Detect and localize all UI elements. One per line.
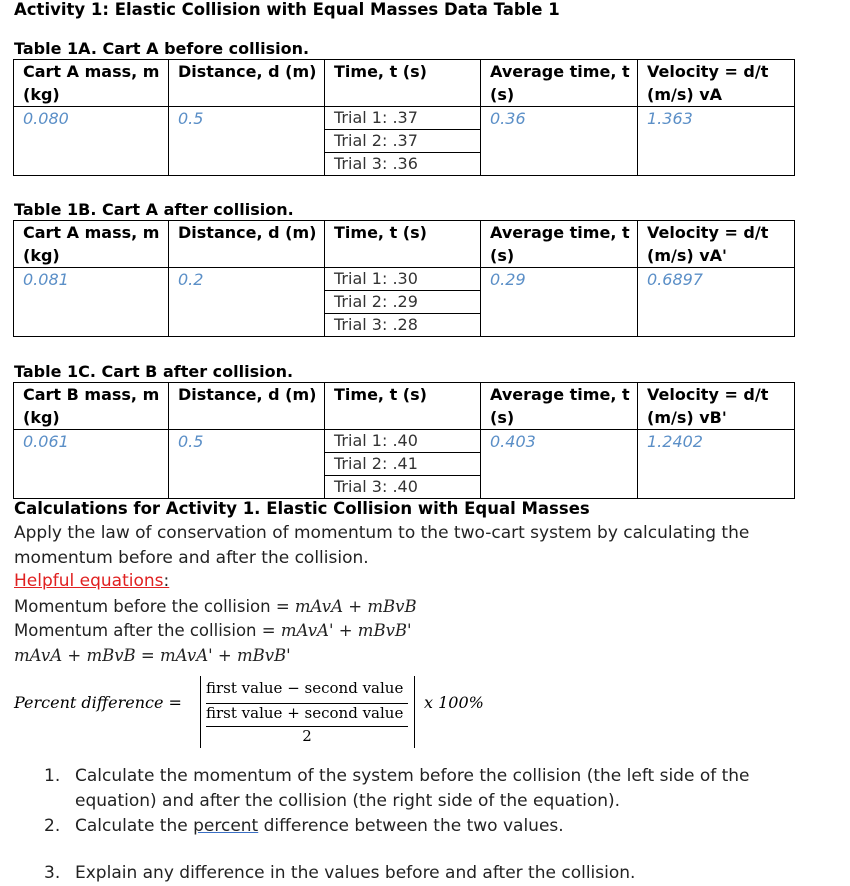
momentum-before-label: Momentum before the collision = <box>14 597 295 616</box>
avg-time-value[interactable]: 0.36 <box>481 107 638 176</box>
table-row <box>14 107 795 176</box>
header-distance: Distance, d (m) <box>169 221 325 268</box>
helpful-equations-link[interactable] <box>14 571 169 591</box>
formula-denominator: first value + second value <box>206 704 404 722</box>
step-number: 1. <box>44 766 61 786</box>
avg-time-value[interactable]: 0.29 <box>481 268 638 337</box>
trial-3[interactable]: Trial 3: .36 <box>334 154 418 173</box>
trial-3[interactable]: Trial 3: .40 <box>334 477 418 496</box>
trial-1[interactable]: Trial 1: .40 <box>325 430 480 453</box>
table-1b-caption: Table 1B. Cart A after collision. <box>14 200 294 219</box>
table-header-row <box>14 221 795 268</box>
table-header-row <box>14 383 795 430</box>
step-text: Calculate the momentum of the system before the collision (the left side of the equation) and after the collision (the right side of the equation). <box>75 766 750 811</box>
helpful-colon: : <box>163 571 170 591</box>
list-item <box>44 814 804 839</box>
header-mass: Cart A mass, m (kg) <box>14 60 169 107</box>
percent-difference-label: Percent difference = <box>14 693 182 712</box>
momentum-after-label: Momentum after the collision = <box>14 621 281 640</box>
avg-time-value[interactable]: 0.403 <box>481 430 638 499</box>
formula-times-100: x 100% <box>424 693 484 712</box>
table-1c <box>13 382 795 499</box>
trial-2[interactable]: Trial 2: .37 <box>325 130 480 153</box>
header-avg-time: Average time, t (s) <box>481 221 638 268</box>
list-item <box>44 861 804 886</box>
mass-value[interactable]: 0.061 <box>14 430 169 499</box>
table-1a-caption: Table 1A. Cart A before collision. <box>14 39 310 58</box>
steps-list <box>44 764 804 886</box>
momentum-before-line <box>14 597 417 616</box>
table-1c-caption: Table 1C. Cart B after collision. <box>14 362 294 381</box>
header-time: Time, t (s) <box>325 221 481 268</box>
header-distance: Distance, d (m) <box>169 60 325 107</box>
header-velocity: Velocity = d/t (m/s) vA <box>638 60 795 107</box>
helpful-equations-label: Helpful equations <box>14 571 164 591</box>
distance-value[interactable]: 0.5 <box>169 107 325 176</box>
trials-cell <box>325 107 481 176</box>
velocity-value[interactable]: 1.2402 <box>638 430 795 499</box>
trial-1[interactable]: Trial 1: .37 <box>325 107 480 130</box>
header-avg-time: Average time, t (s) <box>481 60 638 107</box>
trials-cell <box>325 430 481 499</box>
header-velocity: Velocity = d/t (m/s) vA' <box>638 221 795 268</box>
header-mass: Cart B mass, m (kg) <box>14 383 169 430</box>
step-number: 3. <box>44 863 61 883</box>
trial-2[interactable]: Trial 2: .41 <box>325 453 480 476</box>
trials-cell <box>325 268 481 337</box>
mass-value[interactable]: 0.081 <box>14 268 169 337</box>
step-text: Explain any difference in the values before and after the collision. <box>75 863 636 883</box>
momentum-after-expr: mAvA' + mBvB' <box>280 621 412 640</box>
activity-title: Activity 1: Elastic Collision with Equal Masses Data Table 1 <box>14 0 560 19</box>
table-1b <box>13 220 795 337</box>
formula-numerator: first value − second value <box>206 679 404 697</box>
trial-1[interactable]: Trial 1: .30 <box>325 268 480 291</box>
mass-value[interactable]: 0.080 <box>14 107 169 176</box>
calculations-intro: Apply the law of conservation of momentum to the two-cart system by calculating the momentum before and after the collision. <box>14 523 750 568</box>
header-time: Time, t (s) <box>325 383 481 430</box>
header-distance: Distance, d (m) <box>169 383 325 430</box>
header-time: Time, t (s) <box>325 60 481 107</box>
conservation-equation: mAvA + mBvB = mAvA' + mBvB' <box>14 646 291 665</box>
table-header-row <box>14 60 795 107</box>
step-text-underlined: percent <box>193 816 259 836</box>
table-row <box>14 430 795 499</box>
velocity-value[interactable]: 1.363 <box>638 107 795 176</box>
header-mass: Cart A mass, m (kg) <box>14 221 169 268</box>
list-item <box>44 764 804 814</box>
step-text-after: difference between the two values. <box>258 816 564 836</box>
table-row <box>14 268 795 337</box>
trial-3[interactable]: Trial 3: .28 <box>334 315 418 334</box>
momentum-after-line <box>14 621 412 640</box>
distance-value[interactable]: 0.2 <box>169 268 325 337</box>
calculations-title: Calculations for Activity 1. Elastic Collision with Equal Masses <box>14 499 590 518</box>
velocity-value[interactable]: 0.6897 <box>638 268 795 337</box>
step-text-before: Calculate the <box>75 816 194 836</box>
formula-divisor: 2 <box>302 727 312 745</box>
momentum-before-expr: mAvA + mBvB <box>294 597 417 616</box>
step-number: 2. <box>44 816 61 836</box>
trial-2[interactable]: Trial 2: .29 <box>325 291 480 314</box>
table-1a <box>13 59 795 176</box>
header-velocity: Velocity = d/t (m/s) vB' <box>638 383 795 430</box>
header-avg-time: Average time, t (s) <box>481 383 638 430</box>
distance-value[interactable]: 0.5 <box>169 430 325 499</box>
